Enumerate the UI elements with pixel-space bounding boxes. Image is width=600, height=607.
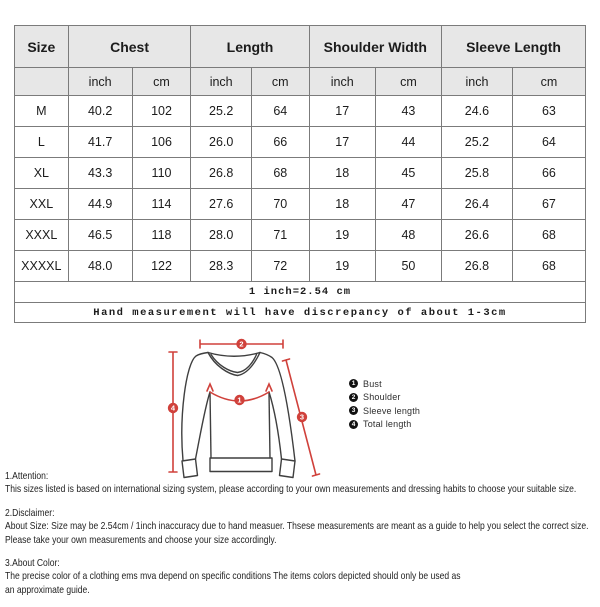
v-neck-inner-line <box>211 355 257 373</box>
table-cell: 64 <box>512 127 585 158</box>
table-cell: 26.4 <box>442 189 513 220</box>
table-cell: 19 <box>309 251 375 282</box>
legend-item-sleeve-length <box>349 404 420 418</box>
table-cell: 25.8 <box>442 158 513 189</box>
legend-item-shoulder <box>349 391 420 405</box>
legend-number-icon: 2 <box>349 393 358 402</box>
note-text: Hand measurement will have discrepancy of about 1-3cm <box>15 303 586 323</box>
table-cell: 66 <box>251 127 309 158</box>
section-disclaimer <box>5 506 593 548</box>
table-cell: 40.2 <box>68 96 132 127</box>
table-row-xxxl <box>15 220 586 251</box>
table-cell: 114 <box>132 189 191 220</box>
table-row-xxxxl <box>15 251 586 282</box>
legend-number-icon: 3 <box>349 406 358 415</box>
section-heading: 2.Disclaimer: <box>5 506 55 519</box>
right-sleeve-inner <box>269 392 282 459</box>
table-cell: 26.8 <box>191 158 252 189</box>
right-sleeve-outer <box>260 353 295 462</box>
table-cell: 63 <box>512 96 585 127</box>
size-label: XXXXL <box>15 251 69 282</box>
legend-item-total-length <box>349 418 420 432</box>
table-cell: 106 <box>132 127 191 158</box>
bust-arrow-right <box>266 384 272 391</box>
table-cell: 102 <box>132 96 191 127</box>
unit-cell: cm <box>512 68 585 96</box>
table-cell: 67 <box>512 189 585 220</box>
table-row-l <box>15 127 586 158</box>
table-cell: 72 <box>251 251 309 282</box>
section-line: Please take your own measurements and choose your size accordingly. <box>5 533 277 546</box>
section-heading: 3.About Color: <box>5 557 60 570</box>
header-shoulder-width: Shoulder Width <box>309 26 441 68</box>
table-cell: 17 <box>309 127 375 158</box>
back-neck-line <box>208 353 260 357</box>
section-attention <box>5 469 593 497</box>
table-cell: 43.3 <box>68 158 132 189</box>
unit-cell: cm <box>251 68 309 96</box>
table-cell: 26.6 <box>442 220 513 251</box>
table-cell: 41.7 <box>68 127 132 158</box>
table-cell: 68 <box>512 220 585 251</box>
section-line: an approximate guide. <box>5 584 90 597</box>
table-cell: 44 <box>375 127 441 158</box>
section-line: This sizes listed is based on international sizing system, please according to your own measurements and dressing habits to choose your suitable size. <box>5 483 577 495</box>
table-cell: 19 <box>309 220 375 251</box>
header-chest: Chest <box>68 26 191 68</box>
table-row-xl <box>15 158 586 189</box>
table-row-xxl <box>15 189 586 220</box>
section-about-color <box>5 556 593 598</box>
marker-shoulder-number: 2 <box>239 339 244 349</box>
section-heading: 1.Attention: <box>5 470 49 482</box>
table-cell: 18 <box>309 189 375 220</box>
table-cell: 71 <box>251 220 309 251</box>
table-cell: 68 <box>512 251 585 282</box>
header-length: Length <box>191 26 309 68</box>
table-cell: 28.0 <box>191 220 252 251</box>
size-label: M <box>15 96 69 127</box>
table-cell: 25.2 <box>442 127 513 158</box>
unit-cell <box>15 68 69 96</box>
table-cell: 26.8 <box>442 251 513 282</box>
unit-cell: inch <box>442 68 513 96</box>
torso-right-edge <box>269 392 270 458</box>
table-cell: 28.3 <box>191 251 252 282</box>
size-label: L <box>15 127 69 158</box>
table-cell: 66 <box>512 158 585 189</box>
measurement-lines <box>169 340 320 476</box>
sweater-outline <box>182 353 295 478</box>
marker-sleeve-number: 3 <box>299 412 305 422</box>
table-cell: 27.6 <box>191 189 252 220</box>
table-cell: 110 <box>132 158 191 189</box>
marker-bust-number: 1 <box>237 395 242 405</box>
table-cell: 48 <box>375 220 441 251</box>
section-line: The precise color of a clothing ems mva depend on specific conditions The items colors depicted should only be used as <box>5 570 461 583</box>
legend-label: Sleeve length <box>363 405 421 416</box>
size-chart-table <box>14 25 586 323</box>
table-cell: 25.2 <box>191 96 252 127</box>
table-cell: 18 <box>309 158 375 189</box>
table-cell: 43 <box>375 96 441 127</box>
table-cell: 26.0 <box>191 127 252 158</box>
unit-cell: inch <box>191 68 252 96</box>
legend-number-icon: 1 <box>349 379 358 388</box>
legend-item-bust <box>349 377 420 391</box>
header-size: Size <box>15 26 69 68</box>
table-cell: 46.5 <box>68 220 132 251</box>
table-header-row <box>15 26 586 68</box>
table-cell: 17 <box>309 96 375 127</box>
measurement-markers <box>168 339 307 422</box>
size-label: XXXL <box>15 220 69 251</box>
sweater-measurement-diagram <box>139 330 351 490</box>
torso-left-edge <box>210 392 211 458</box>
table-cell: 47 <box>375 189 441 220</box>
marker-total-number: 4 <box>170 403 176 413</box>
diagram-legend <box>349 377 420 431</box>
table-cell: 64 <box>251 96 309 127</box>
table-row-m <box>15 96 586 127</box>
header-sleeve-length: Sleeve Length <box>442 26 586 68</box>
unit-cell: inch <box>309 68 375 96</box>
table-cell: 70 <box>251 189 309 220</box>
note-text: 1 inch=2.54 cm <box>15 282 586 303</box>
table-note-inch <box>15 282 586 303</box>
bust-arrow-left <box>207 384 213 391</box>
table-unit-row <box>15 68 586 96</box>
table-cell: 118 <box>132 220 191 251</box>
table-cell: 24.6 <box>442 96 513 127</box>
table-cell: 50 <box>375 251 441 282</box>
legend-label: Bust <box>363 378 382 389</box>
table-cell: 45 <box>375 158 441 189</box>
unit-cell: cm <box>375 68 441 96</box>
section-line: About Size: Size may be 2.54cm / 1inch inaccuracy due to hand measuer. Thsese measurements are meant as a guide to help you select the correct size. <box>5 519 589 532</box>
table-cell: 48.0 <box>68 251 132 282</box>
left-sleeve-inner <box>196 392 211 459</box>
legend-number-icon: 4 <box>349 420 358 429</box>
size-label: XL <box>15 158 69 189</box>
table-note-hand <box>15 303 586 323</box>
table-cell: 68 <box>251 158 309 189</box>
table-cell: 122 <box>132 251 191 282</box>
table-cell: 44.9 <box>68 189 132 220</box>
legend-label: Shoulder <box>363 392 401 403</box>
unit-cell: inch <box>68 68 132 96</box>
unit-cell: cm <box>132 68 191 96</box>
legend-label: Total length <box>363 419 412 430</box>
size-label: XXL <box>15 189 69 220</box>
left-sleeve-outer <box>182 353 208 461</box>
notes-text-block <box>5 469 593 607</box>
